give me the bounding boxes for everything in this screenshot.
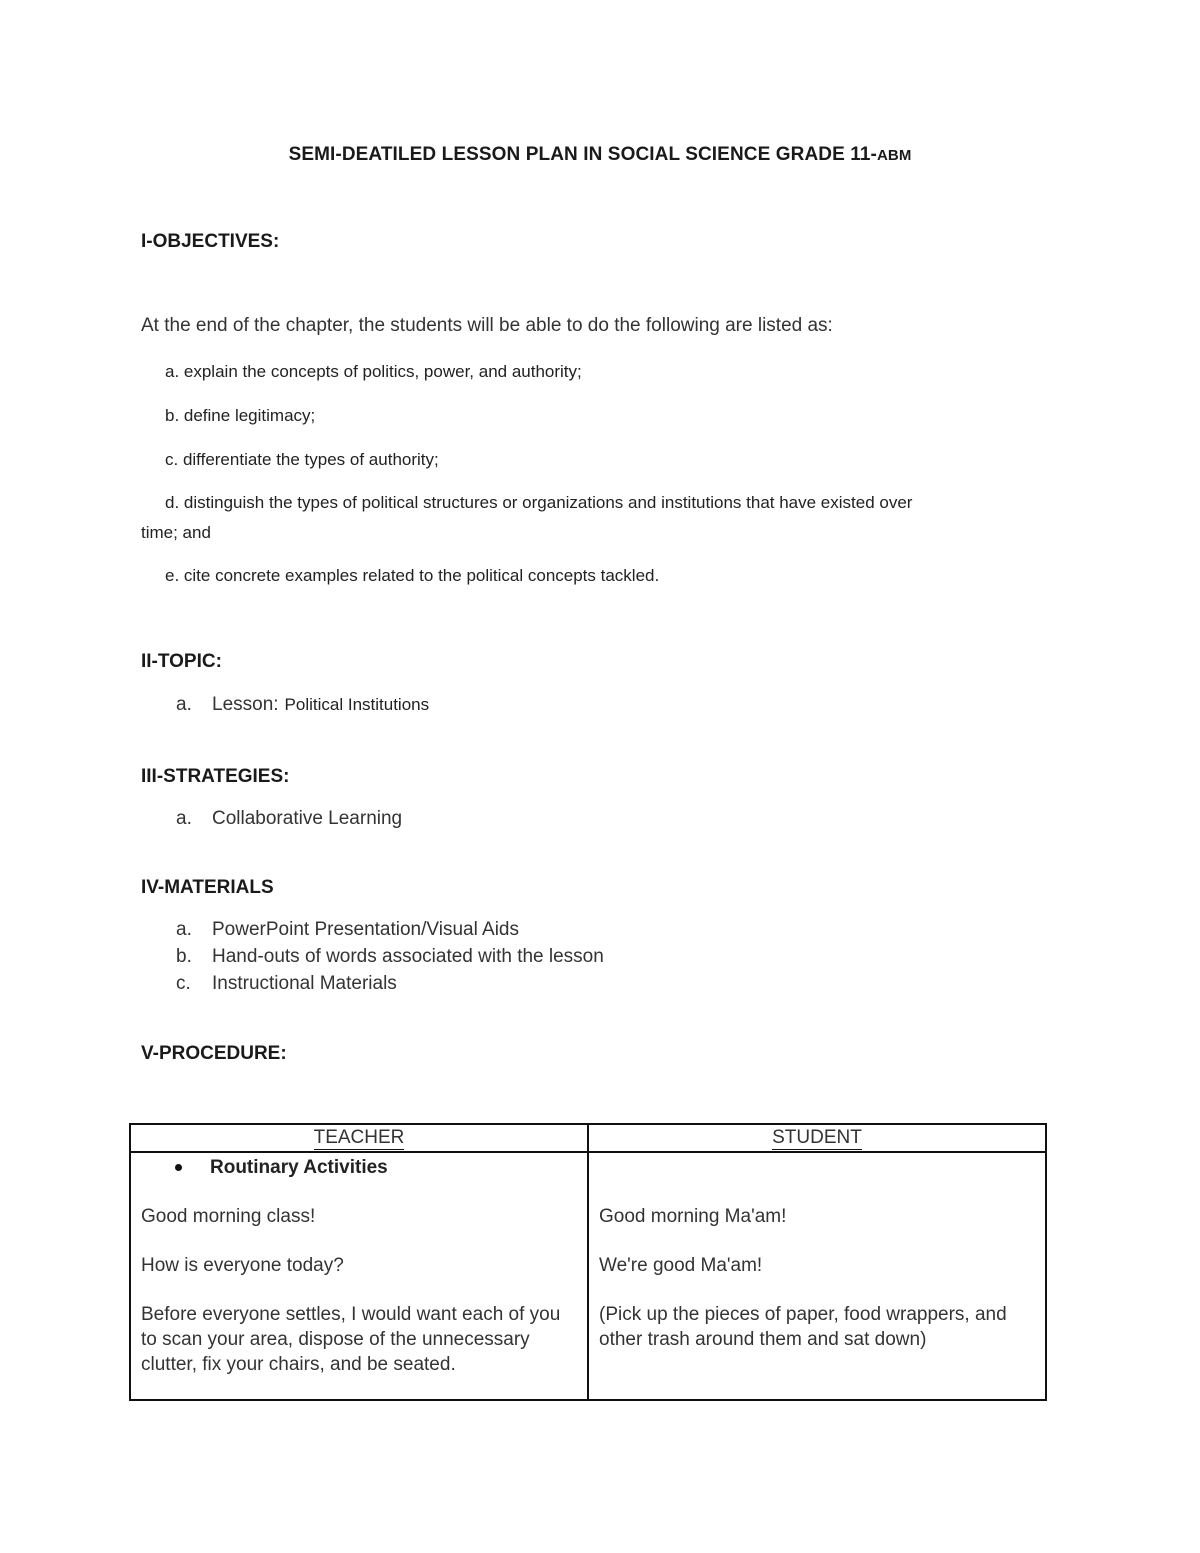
- topic-item: [176, 694, 429, 716]
- strategy-label: Collaborative Learning: [212, 808, 403, 829]
- student-line: (Pick up the pieces of paper, food wrappers, and other trash around them and sat down): [599, 1304, 1007, 1350]
- material-item: [176, 973, 397, 995]
- list-marker: b.: [176, 946, 192, 967]
- objective-item-d-continued: time; and: [141, 523, 211, 542]
- title-main: SEMI-DEATILED LESSON PLAN IN SOCIAL SCIENCE GRADE 11-: [288, 144, 877, 165]
- material-label: PowerPoint Presentation/Visual Aids: [212, 919, 519, 940]
- section-title: Routinary Activities: [210, 1157, 388, 1178]
- list-marker: c.: [176, 973, 191, 994]
- objectives-heading: I-OBJECTIVES:: [141, 231, 280, 252]
- section-title-row: [175, 1155, 577, 1180]
- procedure-heading: V-PROCEDURE:: [141, 1043, 287, 1064]
- document-title: [0, 144, 1200, 166]
- bullet-icon: [175, 1164, 182, 1171]
- objective-item-d: d. distinguish the types of political structures or organizations and institutions that have existed over: [165, 493, 913, 512]
- strategy-item: [176, 808, 402, 830]
- topic-label: Lesson:: [212, 694, 279, 715]
- list-marker: a.: [176, 808, 192, 829]
- topic-value: Political Institutions: [284, 695, 430, 714]
- title-suffix: ABM: [876, 147, 912, 164]
- materials-heading: IV-MATERIALS: [141, 877, 274, 898]
- list-marker: a.: [176, 694, 192, 715]
- material-item: [176, 919, 519, 941]
- objective-item-e: e. cite concrete examples related to the political concepts tackled.: [165, 566, 660, 585]
- student-header-label: STUDENT: [772, 1127, 862, 1148]
- objective-item-c: c. differentiate the types of authority;: [165, 450, 439, 469]
- material-item: [176, 946, 604, 968]
- list-marker: a.: [176, 919, 192, 940]
- procedure-table: [129, 1123, 1047, 1401]
- teacher-column-header: [130, 1124, 588, 1152]
- objective-item-a: a. explain the concepts of politics, power, and authority;: [165, 362, 582, 381]
- objectives-intro: At the end of the chapter, the students will be able to do the following are listed as:: [141, 315, 833, 336]
- table-row: [130, 1152, 1046, 1400]
- material-label: Hand-outs of words associated with the lesson: [212, 946, 604, 967]
- teacher-line: Good morning class!: [141, 1206, 316, 1227]
- objective-item-b: b. define legitimacy;: [165, 406, 316, 425]
- teacher-line: Before everyone settles, I would want each of you to scan your area, dispose of the unnecessary clutter, fix your chairs, and be seated.: [141, 1304, 561, 1375]
- teacher-cell: [130, 1152, 588, 1400]
- student-cell: [588, 1152, 1046, 1400]
- student-line: We're good Ma'am!: [599, 1255, 763, 1276]
- student-column-header: [588, 1124, 1046, 1152]
- teacher-line: How is everyone today?: [141, 1255, 344, 1276]
- strategies-heading: III-STRATEGIES:: [141, 766, 290, 787]
- teacher-header-label: TEACHER: [313, 1127, 405, 1148]
- topic-heading: II-TOPIC:: [141, 651, 222, 672]
- material-label: Instructional Materials: [212, 973, 397, 994]
- student-line: Good morning Ma'am!: [599, 1206, 787, 1227]
- table-header-row: [130, 1124, 1046, 1152]
